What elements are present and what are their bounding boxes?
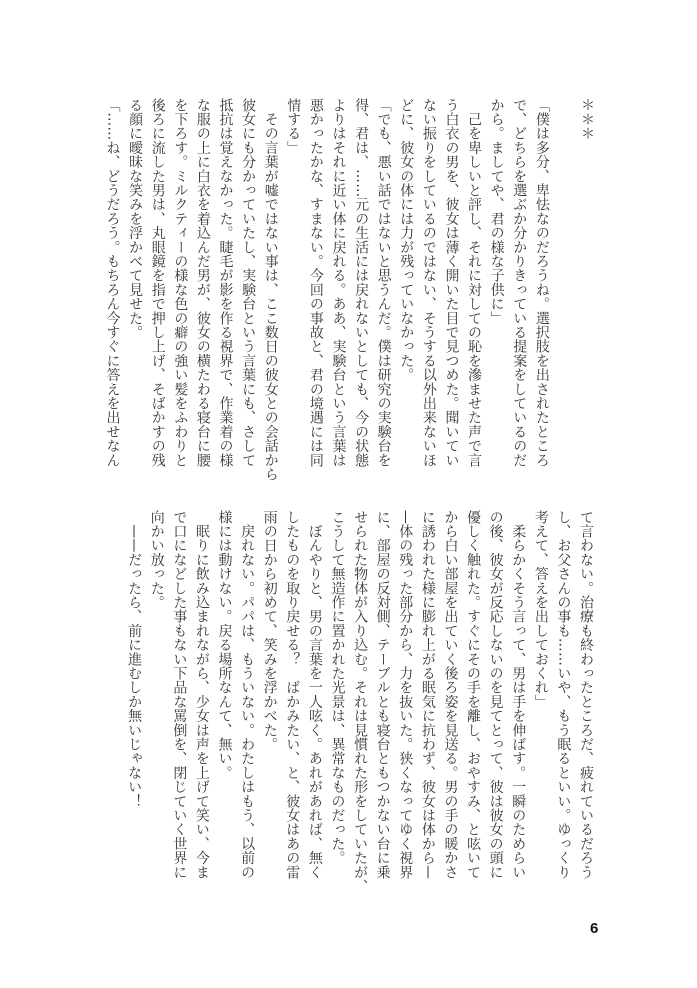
text-line: に、部屋の反対側、テーブルとも寝台ともつかない台に乗 [374, 510, 391, 880]
text-line: に誘われた様に膨れ上がる眠気に抗わず、彼女は体から— [419, 510, 436, 880]
text-line: 柔らかくそう言って、男は手を伸ばす。一瞬のためらい [510, 510, 527, 880]
text-line: 向かい放った。 [148, 510, 165, 610]
page-number: 6 [590, 920, 599, 937]
text-line: ——だったら、前に進むしか無いじゃない！ [126, 510, 143, 809]
text-line: 「……ね、どうだろう。もちろん今すぐに答えを出せなん [104, 98, 121, 468]
text-line: よりはそれに近い体に戻れる。ああ、実験台という言葉は [330, 98, 347, 468]
text-line: ない振りをしているのではない、そうする以外出来ないほ [420, 98, 437, 468]
text-line: したものを取り戻せる？ ばかみたい、と、彼女はあの雷 [284, 510, 301, 880]
text-line: 優しく触れた。すぐにその手を離し、おやすみ、と呟いて [465, 510, 482, 880]
text-line: ＊＊＊ [579, 98, 595, 141]
text-line: 抵抗は覚えなかった。睫毛が影を作る視界で、作業着の様 [217, 98, 234, 468]
text-line: ぼんやりと、男の言葉を一人呟く。あれがあれば、無く [306, 510, 323, 880]
text-line: う白衣の男を、彼女は薄く開いた目で見つめた。聞いてい [443, 98, 460, 468]
text-line: 様には動けない。戻る場所なんて、無い。 [216, 510, 233, 780]
text-line: 「僕は多分、卑怯なのだろうね。選択肢を出されたところ [533, 98, 550, 468]
text-line: る顔に曖昧な笑みを浮かべて見せた。 [127, 98, 144, 340]
text-line: で口になどした事もない下品な罵倒を、閉じていく世界に [171, 510, 188, 880]
text-line: から白い部屋を出ていく後ろ姿を見送る。男の手の暖かさ [442, 510, 459, 880]
text-line [553, 98, 576, 478]
text-line: 悪かったかな、すまない。今回の事故と、君の境遇には同 [307, 98, 324, 468]
text-line: を下ろす。ミルクティーの様な色の癖の強い髪をふわりと [172, 98, 189, 468]
text-line: せられた物体が入り込む。それは見慣れた形をしていたが、 [352, 510, 369, 894]
text-line: —体の残った部分から、力を抜いた。狭くなってゆく視界 [397, 510, 414, 880]
text-line: 己を卑しいと評し、それに対しての恥を滲ませた声で言 [466, 98, 483, 468]
text-line: し、お父さんの事も……いや、もう眠るといい。ゆっくり [555, 510, 572, 880]
text-line: 得、君は、……元の生活には戻れないとしても、今の状態 [353, 98, 370, 468]
text-line: て言わない。治療も終わったところだ、疲れているだろう [578, 510, 594, 880]
text-block-top [101, 98, 598, 482]
text-line: 「でも、悪い話ではないと思うんだ。僕は研究の実験台を [375, 98, 392, 468]
text-line: 情する」 [285, 98, 302, 155]
text-line: その言葉が嘘ではない事は、ここ数日の彼女との会話から [262, 98, 279, 482]
text-block-bottom [123, 510, 597, 894]
text-line: 眠りに飲み込まれながら、少女は声を上げて笑い、今ま [193, 510, 210, 880]
text-line: こうして無造作に置かれた光景は、異常なものだった。 [329, 510, 346, 865]
text-line: の後、彼女が反応しないのを見てとって、彼は彼女の頭に [487, 510, 504, 880]
text-line: 考えて、答えを出しておくれ」 [532, 510, 549, 709]
text-line: で、どちらを選ぶか分かりきっている提案をしているのだ [511, 98, 528, 468]
text-line: 後ろに流した男は、丸眼鏡を指で押し上げ、そばかすの残 [149, 98, 166, 468]
text-line: 戻れない。パパは、もういない。わたしはもう、以前の [239, 510, 256, 880]
text-line: どに、彼女の体には力が残っていなかった。 [398, 98, 415, 382]
text-line: から。ましてや、君の様な子供に」 [488, 98, 505, 326]
text-line: 彼女にも分かっていたし、実験台という言葉にも、さして [240, 98, 257, 468]
text-line: な服の上に白衣を着込んだ男が、彼女の横たわる寝台に腰 [194, 98, 211, 468]
text-line: 雨の日から初めて、笑みを浮かべた。 [261, 510, 278, 752]
